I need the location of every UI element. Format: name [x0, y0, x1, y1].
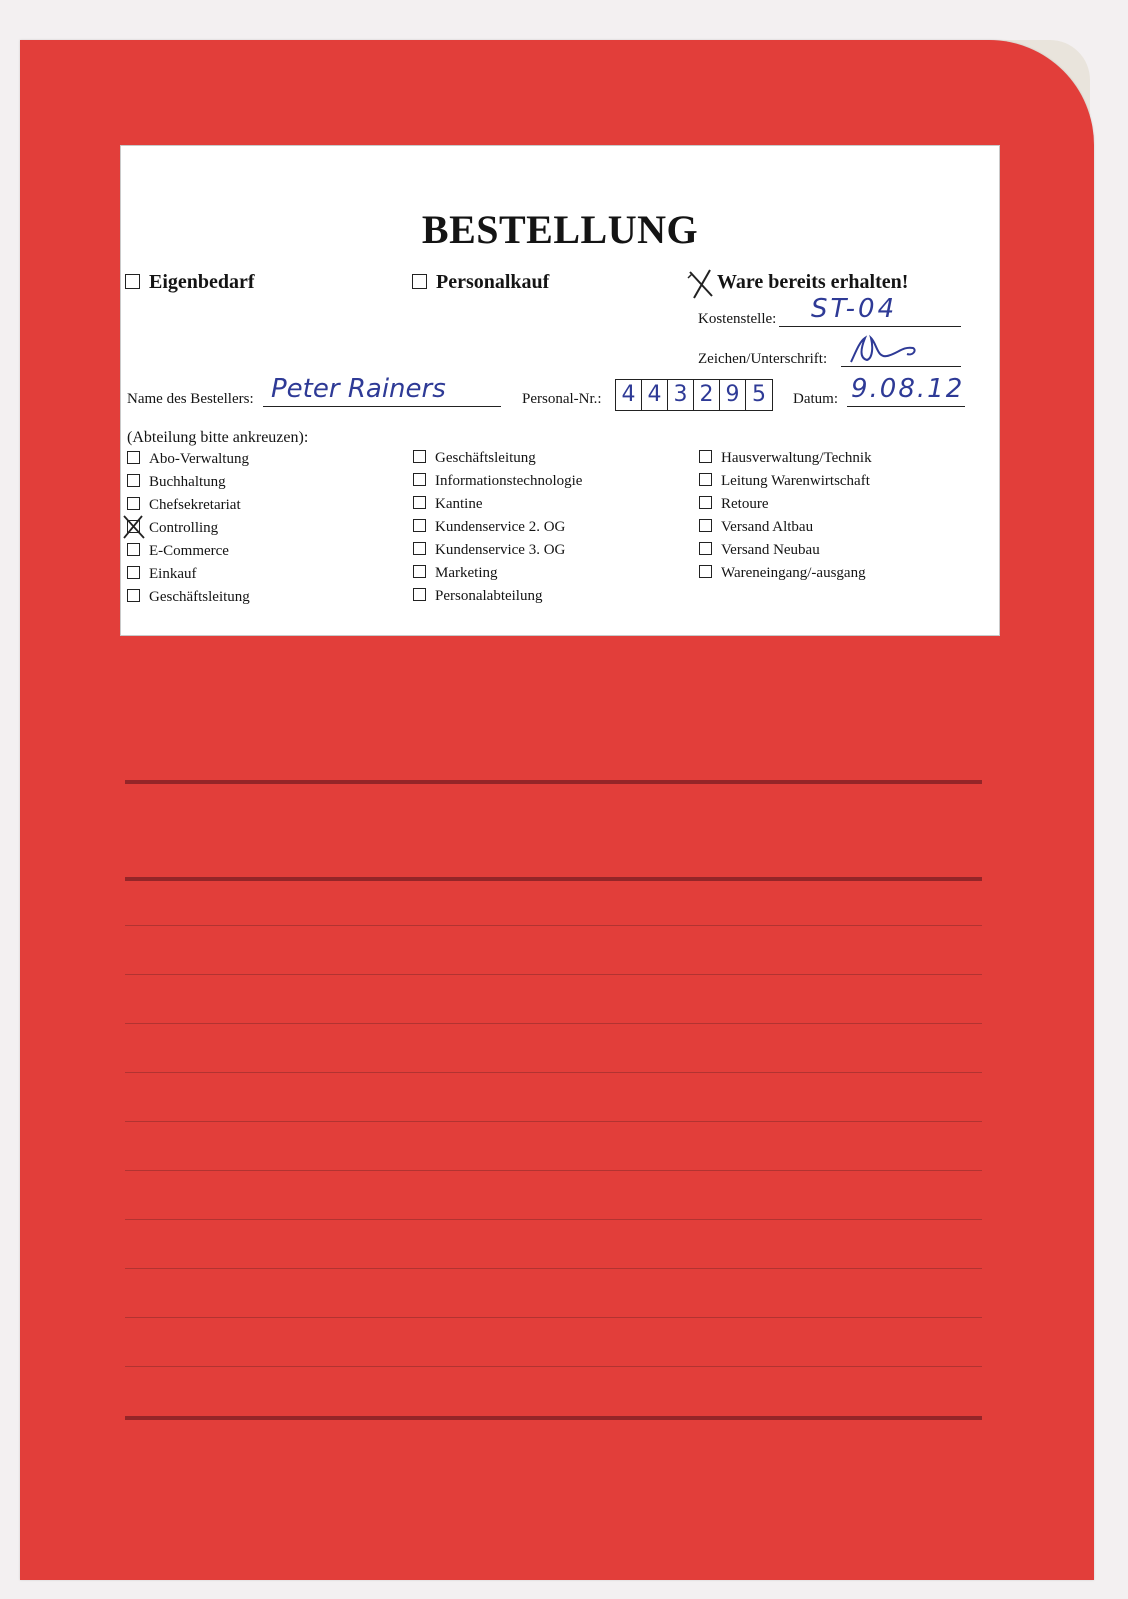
name-line [263, 406, 501, 407]
department-label: Buchhaltung [149, 474, 226, 490]
checkbox-eigenbedarf[interactable] [125, 274, 140, 289]
cross-mark-icon [120, 512, 148, 542]
department-label: Versand Neubau [721, 542, 820, 558]
department-item[interactable] [127, 589, 250, 612]
department-label: Marketing [435, 565, 498, 581]
department-column-1 [127, 451, 250, 612]
department-label: Informationstechnologie [435, 473, 583, 489]
department-label: Personalabteilung [435, 588, 543, 604]
personal-nr-label: Personal-Nr.: [522, 391, 602, 407]
writing-line [125, 1317, 982, 1318]
checkbox[interactable] [127, 474, 140, 487]
department-item[interactable] [699, 519, 872, 542]
writing-line [125, 1219, 982, 1220]
personal-nr-digit: 4 [616, 380, 642, 410]
department-label: Chefsekretariat [149, 497, 241, 513]
department-item[interactable] [413, 450, 582, 473]
signature-mark[interactable] [843, 334, 933, 368]
personal-nr-boxes[interactable] [615, 379, 773, 411]
kostenstelle-label: Kostenstelle: [698, 311, 777, 327]
checkbox[interactable] [127, 543, 140, 556]
department-item[interactable] [699, 565, 872, 588]
writing-line [125, 1170, 982, 1171]
department-item[interactable] [699, 450, 872, 473]
option-ware-erhalten[interactable] [693, 271, 908, 294]
checkbox-ware-erhalten[interactable] [693, 274, 708, 289]
checkbox[interactable] [413, 519, 426, 532]
cross-mark-icon [686, 266, 716, 300]
option-personalkauf[interactable] [412, 271, 549, 294]
department-item[interactable] [127, 543, 250, 566]
writing-line [125, 1268, 982, 1269]
checkbox[interactable] [127, 566, 140, 579]
department-label: Retoure [721, 496, 769, 512]
department-label: Geschäftsleitung [435, 450, 536, 466]
checkbox[interactable] [413, 450, 426, 463]
writing-line-thick [125, 877, 982, 881]
form-title: BESTELLUNG [421, 207, 699, 252]
checkbox[interactable] [699, 519, 712, 532]
department-item[interactable] [413, 473, 582, 496]
checkbox[interactable] [413, 496, 426, 509]
department-label: Wareneingang/-ausgang [721, 565, 866, 581]
personal-nr-digit: 5 [752, 382, 766, 407]
department-label: Einkauf [149, 566, 197, 582]
name-value[interactable]: Peter Rainers [271, 374, 446, 404]
personal-nr-digit: 2 [694, 380, 720, 410]
department-item[interactable] [413, 496, 582, 519]
department-label: Versand Altbau [721, 519, 814, 535]
writing-line [125, 1023, 982, 1024]
personal-nr-digit: 4 [642, 380, 668, 410]
writing-line-thick [125, 780, 982, 784]
name-label: Name des Bestellers: [127, 391, 254, 407]
writing-line [125, 1366, 982, 1367]
kostenstelle-value[interactable]: ST-04 [811, 294, 898, 324]
department-label: Kundenservice 3. OG [435, 542, 566, 558]
checkbox[interactable] [127, 451, 140, 464]
writing-line [125, 925, 982, 926]
department-label: Controlling [149, 520, 219, 536]
department-item[interactable] [127, 474, 250, 497]
zeichen-label: Zeichen/Unterschrift: [698, 351, 828, 367]
department-label: Leitung Warenwirtschaft [721, 473, 870, 489]
checkbox[interactable] [127, 497, 140, 510]
option-eigenbedarf[interactable] [125, 271, 255, 294]
department-label: Kundenservice 2. OG [435, 519, 566, 535]
checkbox-personalkauf[interactable] [412, 274, 427, 289]
checkbox-checked[interactable] [127, 520, 140, 533]
department-label: Abo-Verwaltung [149, 451, 249, 467]
checkbox[interactable] [699, 496, 712, 509]
writing-line [125, 1072, 982, 1073]
option-eigenbedarf-label: Eigenbedarf [149, 271, 255, 293]
department-item[interactable] [699, 473, 872, 496]
writing-line [125, 974, 982, 975]
department-item[interactable] [127, 520, 250, 543]
department-label: Hausverwaltung/Technik [721, 450, 872, 466]
option-ware-erhalten-label: Ware bereits erhalten! [717, 271, 909, 293]
department-label: E-Commerce [149, 543, 229, 559]
personal-nr-digit: 9 [720, 380, 746, 410]
checkbox[interactable] [127, 589, 140, 602]
personal-nr-digit: 3 [668, 380, 694, 410]
department-label: Kantine [435, 496, 483, 512]
datum-label: Datum: [793, 391, 838, 407]
department-label: Geschäftsleitung [149, 589, 250, 605]
department-prompt: (Abteilung bitte ankreuzen): [127, 429, 309, 446]
department-item[interactable] [413, 565, 582, 588]
department-item[interactable] [413, 519, 582, 542]
form-window [120, 145, 1000, 636]
writing-line [125, 1121, 982, 1122]
checkbox[interactable] [413, 588, 426, 601]
checkbox[interactable] [699, 450, 712, 463]
department-column-3 [699, 450, 872, 588]
checkbox[interactable] [413, 473, 426, 486]
department-item[interactable] [699, 496, 872, 519]
department-item[interactable] [127, 566, 250, 589]
datum-value[interactable]: 9.08.12 [851, 374, 965, 404]
department-item[interactable] [127, 451, 250, 474]
checkbox[interactable] [699, 542, 712, 555]
department-item[interactable] [413, 542, 582, 565]
department-item[interactable] [699, 542, 872, 565]
department-column-2 [413, 450, 582, 611]
kostenstelle-line [779, 326, 961, 327]
option-personalkauf-label: Personalkauf [436, 271, 550, 293]
department-item[interactable] [413, 588, 582, 611]
writing-line-thick [125, 1416, 982, 1420]
checkbox[interactable] [413, 542, 426, 555]
checkbox[interactable] [413, 565, 426, 578]
datum-line [847, 406, 965, 407]
checkbox[interactable] [699, 565, 712, 578]
checkbox[interactable] [699, 473, 712, 486]
